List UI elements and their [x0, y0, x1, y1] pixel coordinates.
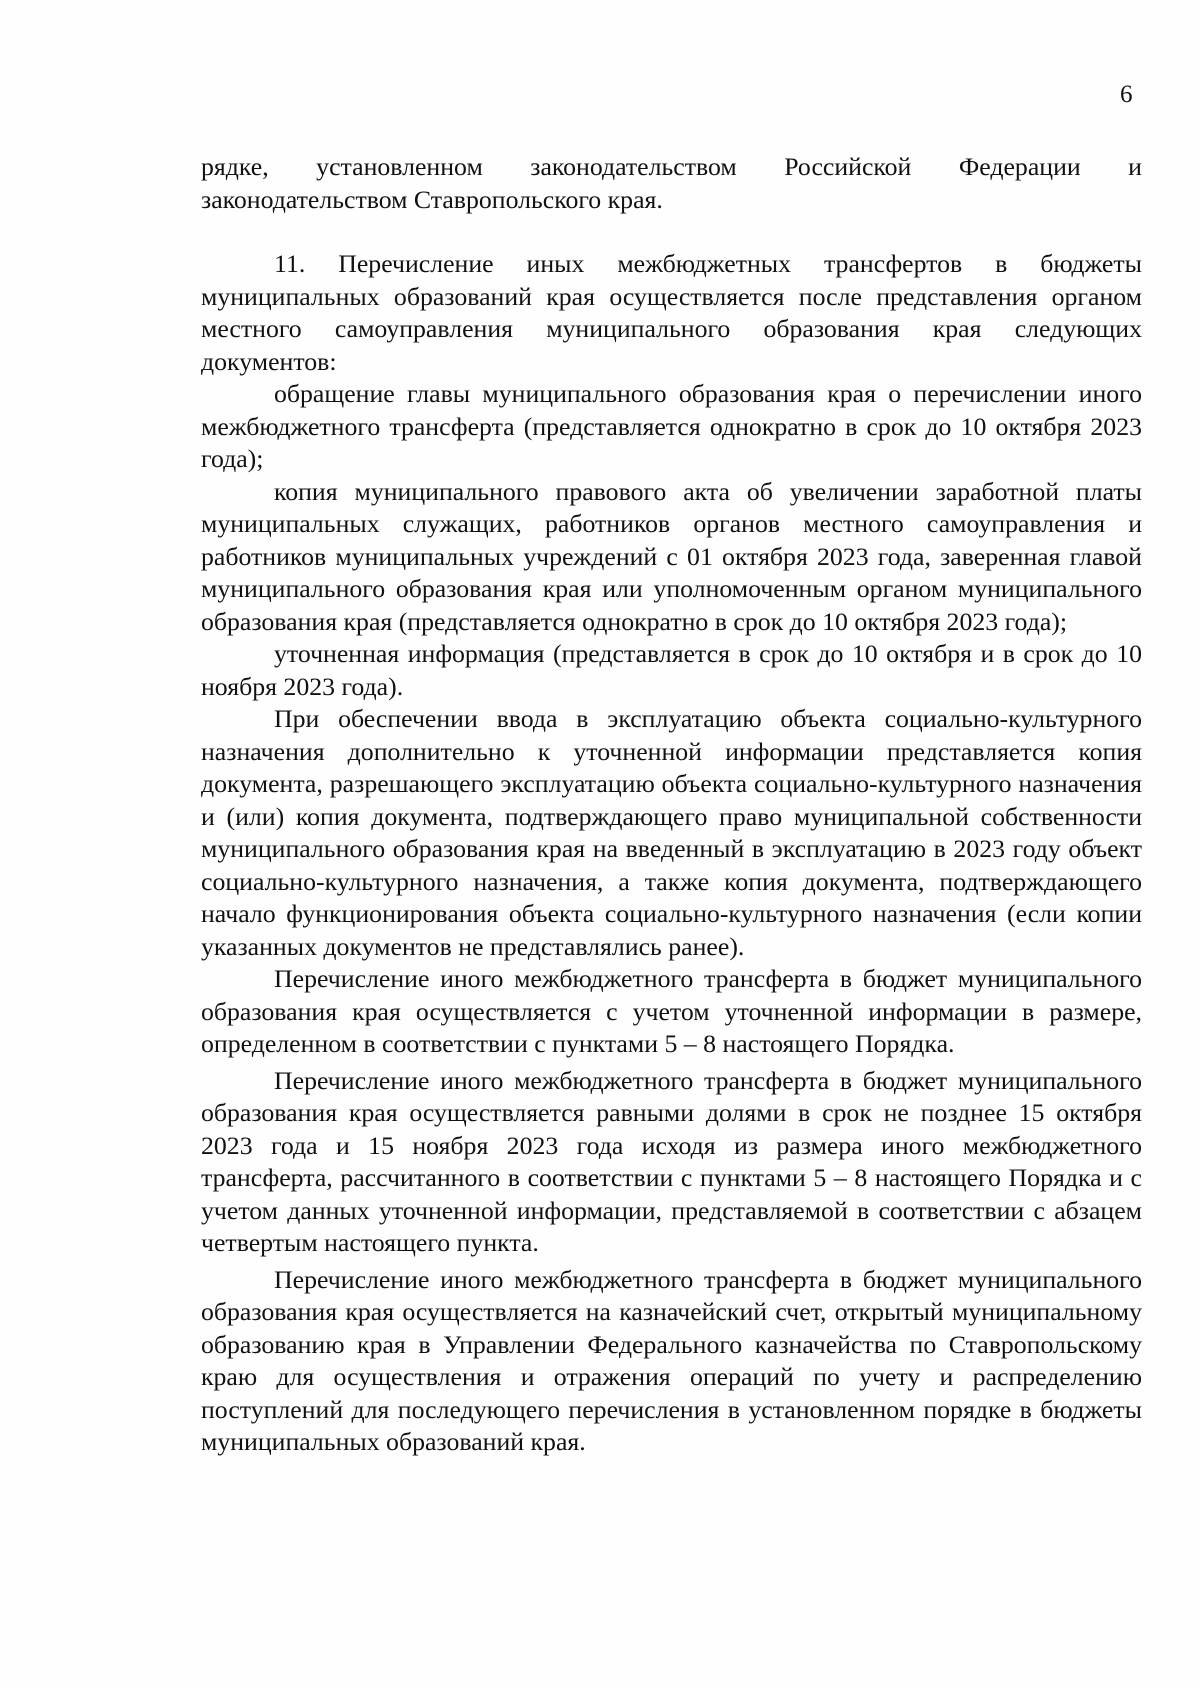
paragraph-commissioning: При обеспечении ввода в эксплуатацию объекта социально-культурного назначения дополнительно к уточненной информации представляется копия документа, разрешающего эксплуатацию объекта социально-культурного назначения и (или) копия документа, подтверждающего право муниципальной собственности муниципального образования края на введенный в эксплуатацию в 2023 году объект социально-культурного назначения, а также копия документа, подтверждающего начало функционирования объекта социально-культурного назначения (если копии указанных документов не представлялись ранее).: [201, 704, 1142, 961]
paragraph-transfer-schedule: Перечисление иного межбюджетного трансферта в бюджет муниципального образования края осуществляется равными долями в срок не позднее 15 октября 2023 года и 15 ноября 2023 года исходя из размера иного межбюджетного трансферта, рассчитанного в соответствии с пунктами 5 – 8 настоящего Порядка и с учетом данных уточненной информации, представляемой в соответствии с абзацем четвертым настоящего пункта.: [201, 1065, 1142, 1257]
paragraph-item-11: 11. Перечисление иных межбюджетных трансфертов в бюджеты муниципальных образований края осуществляется после представления органом местного самоуправления муниципального образования края следующих документов:: [201, 249, 1142, 376]
paragraph-appeal: обращение главы муниципального образования края о перечислении иного межбюджетного трансферта (представляется однократно в срок до 10 октября 2023 года);: [201, 379, 1142, 473]
paragraph-legal-act-copy: копия муниципального правового акта об увеличении заработной платы муниципальных служащих, работников органов местного самоуправления и работников муниципальных учреждений с 01 октября 2023 года, заверенная главой муниципального образования края или уполномоченным органом муниципального образования края (представляется однократно в срок до 10 октября 2023 года);: [201, 476, 1142, 636]
paragraph-continuation: рядке, установленном законодательством Российской Федерации и законодательством Ставропольского края.: [201, 152, 1142, 214]
page-number: 6: [1120, 81, 1133, 108]
paragraph-treasury-account: Перечисление иного межбюджетного трансферта в бюджет муниципального образования края осуществляется на казначейский счет, открытый муниципальному образованию края в Управлении Федерального казначейства по Ставропольскому краю для осуществления и отражения операций по учету и распределению поступлений для последующего перечисления в установленном порядке в бюджеты муниципальных образований края.: [201, 1264, 1142, 1456]
paragraph-refined-info: уточненная информация (представляется в срок до 10 октября и в срок до 10 ноября 2023 года).: [201, 639, 1142, 701]
paragraph-transfer-amount: Перечисление иного межбюджетного трансферта в бюджет муниципального образования края осуществляется с учетом уточненной информации в размере, определенном в соответствии с пунктами 5 – 8 настоящего Порядка.: [201, 964, 1142, 1058]
document-body: [201, 151, 1142, 1459]
